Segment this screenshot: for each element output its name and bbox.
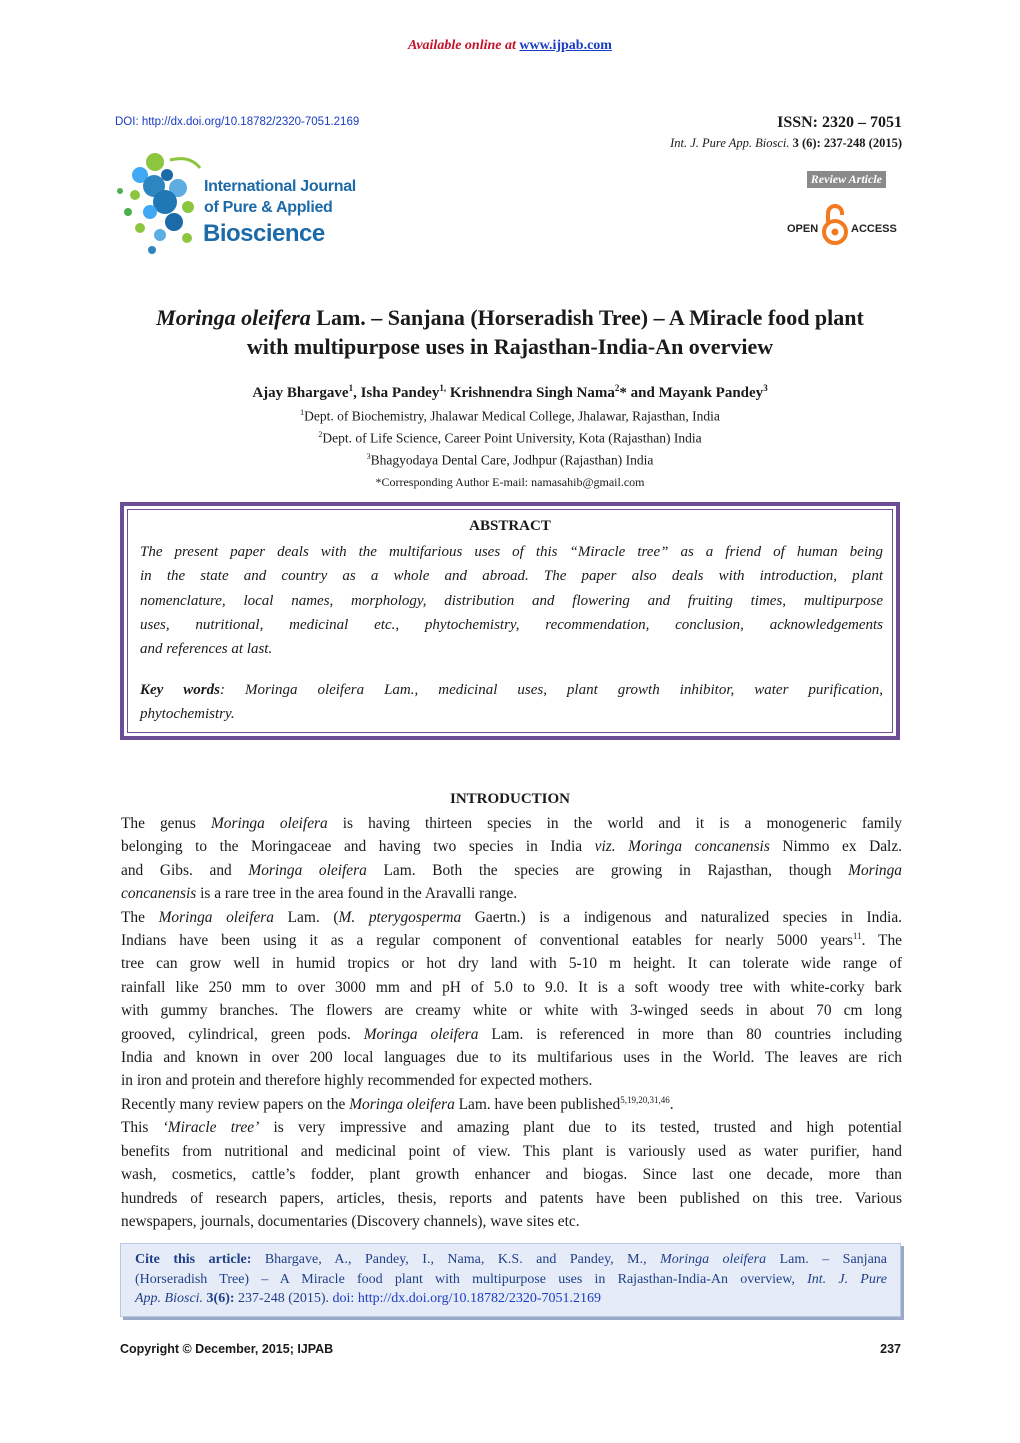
cite-line: App. Biosci. 3(6): 237-248 (2015). doi: http://dx.doi.org/10.18782/2320-7051.2169	[135, 1291, 602, 1306]
intro-line: wash, cosmetics, cattle’s fodder, plant growth enhancer and biogas. Since last one decade, more than	[121, 1166, 902, 1184]
intro-line: Recently many review papers on the Moringa oleifera Lam. have been published$^{5,19,20,31,46}$.	[121, 1094, 674, 1113]
affiliation-text: Bhagyodaya Dental Care, Jodhpur (Rajasthan) India	[370, 452, 654, 468]
keywords-label: Key words	[140, 682, 220, 698]
intro-line: grooved, cylindrical, green pods. Moringa oleifera Lam. is referenced in more than 80 countries including	[121, 1025, 902, 1043]
intro-line: This ‘Miracle tree’ is very impressive and amazing plant due to its tested, trusted and high potential	[121, 1119, 902, 1137]
introduction-body	[121, 812, 902, 1233]
intro-line: India and known in over 200 local languages due to its multifarious uses in the World. The leaves are rich	[121, 1049, 902, 1067]
abstract-line: uses, nutritional, medicinal etc., phytochemistry, recommendation, conclusion, acknowledgements	[140, 616, 883, 633]
journal-volume: 3	[792, 136, 799, 150]
abstract-line: nomenclature, local names, morphology, distribution and flowering and fruiting times, multipurpose	[140, 592, 883, 609]
author-name: Ajay Bhargave	[252, 385, 349, 401]
author-name: Krishnendra Singh Nama	[446, 385, 615, 401]
cite-text	[135, 1250, 887, 1309]
intro-line: rainfall like 250 mm to over 3000 mm and pH of 5.0 to 9.0. It is a soft woody tree with white-corky bark	[121, 978, 902, 996]
logo-text-line1: International Journal	[204, 178, 356, 195]
affiliation-sup: 3	[366, 452, 371, 461]
author-list	[100, 383, 920, 402]
title-line2: with multipurpose uses in Rajasthan-India-An overview	[246, 334, 774, 359]
author-affil-sup: 1,	[439, 383, 447, 393]
intro-line: belonging to the Moringaceae and having two species in India viz. Moringa concanensis Nimmo ex Dalz.	[121, 838, 903, 856]
cite-label: Cite this article:	[135, 1252, 252, 1267]
affiliation	[100, 430, 920, 447]
affiliation-sup: 1	[300, 408, 305, 417]
intro-line: hundreds of research papers, articles, thesis, reports and patents have been published on this tree. Various	[121, 1189, 902, 1207]
article-title	[100, 303, 920, 361]
journal-website-link[interactable]: www.ijpab.com	[519, 38, 612, 53]
keywords-line1: : Moringa oleifera Lam., medicinal uses, plant growth inhibitor, water purification,	[219, 682, 883, 698]
corresponding-author: *Corresponding Author E-mail: namasahib@gmail.com	[375, 475, 645, 489]
abstract-heading: ABSTRACT	[469, 518, 551, 534]
available-online-line	[0, 38, 1020, 54]
affiliation	[100, 452, 920, 469]
intro-line: The genus Moringa oleifera is having thirteen species in the world and it is a monogeneric family	[121, 815, 903, 832]
author-name: * and Mayank Pandey	[619, 385, 764, 401]
issn: ISSN: 2320 – 7051	[777, 114, 902, 131]
cite-line: (Horseradish Tree) – A Miracle food plant with multipurpose uses in Rajasthan-India-An overview, Int. J. Pure	[135, 1271, 887, 1287]
intro-line: in iron and protein and therefore highly recommended for expected mothers.	[121, 1072, 593, 1090]
author-name: , Isha Pandey	[353, 385, 440, 401]
intro-line: with gummy branches. The flowers are creamy white or white with 3-winged seeds in about 70 cm long	[121, 1002, 902, 1020]
doi-prefix: DOI:	[115, 116, 139, 128]
intro-line: concanensis is a rare tree in the area found in the Aravalli range.	[121, 885, 518, 903]
journal-reference	[670, 136, 902, 151]
author-affil-sup: 3	[763, 383, 768, 393]
page-number: 237	[880, 1342, 901, 1356]
author-affil-sup: 1	[348, 383, 354, 393]
logo-text-line2: of Pure & Applied	[204, 199, 333, 216]
abstract-line: in the state and country as a whole and abroad. The paper also deals with introduction, plant	[140, 568, 883, 585]
logo-text-line3: Bioscience	[203, 220, 325, 247]
keywords	[140, 678, 883, 727]
available-prefix: Available online at	[408, 38, 516, 53]
footer-copyright: Copyright © December, 2015; IJPAB	[120, 1342, 334, 1356]
journal-issue: (6): 237-248 (2015)	[802, 136, 902, 150]
cite-doi-link[interactable]: doi: http://dx.doi.org/10.18782/2320-7051.2169	[332, 1291, 602, 1306]
intro-line: newspapers, journals, documentaries (Discovery channels), wave sites etc.	[121, 1212, 580, 1230]
title-line1-rest: Lam. – Sanjana (Horseradish Tree) – A Miracle food plant	[310, 305, 864, 330]
affiliation-text: Dept. of Life Science, Career Point University, Kota (Rajasthan) India	[322, 430, 702, 446]
intro-line: Indians have been using it as a regular component of conventional eatables for nearly 5000 years$^{11}$. The	[121, 930, 902, 950]
introduction-heading: INTRODUCTION	[449, 791, 570, 807]
affiliation-text: Dept. of Biochemistry, Jhalawar Medical College, Jhalawar, Rajasthan, India	[304, 408, 720, 424]
cite-line: Cite this article: Bhargave, A., Pandey, I., Nama, K.S. and Pandey, M., Moringa oleifera Lam. – Sanjana	[135, 1252, 887, 1267]
logo-dots	[117, 153, 200, 254]
abstract-line: and references at last.	[140, 641, 273, 658]
article-type-badge: Review Article	[807, 171, 886, 188]
open-access-left: OPEN	[787, 223, 819, 235]
doi-line	[115, 116, 359, 128]
doi-link[interactable]: http://dx.doi.org/10.18782/2320-7051.2169	[141, 116, 360, 128]
intro-line: tree can grow well in humid tropics or hot dry land with 5-10 m height. It can tolerate wide range of	[121, 955, 902, 973]
abstract-line: The present paper deals with the multifarious uses of this “Miracle tree” as a friend of human being	[140, 544, 883, 560]
author-affil-sup: 2	[614, 383, 620, 393]
affiliation	[100, 408, 920, 425]
keywords-line2: phytochemistry.	[140, 706, 235, 723]
title-species: Moringa oleifera	[156, 305, 311, 330]
abstract-body	[140, 540, 883, 661]
intro-line: benefits from nutritional and medicinal point of view. This plant is variously used as water purifier, hand	[121, 1142, 902, 1160]
intro-line: The Moringa oleifera Lam. (M. pterygosperma Gaertn.) is a indigenous and naturalized species in India.	[121, 908, 903, 926]
open-access-lock-icon	[822, 202, 848, 246]
journal-abbrev: Int. J. Pure App. Biosci.	[670, 136, 790, 150]
intro-line: and Gibs. and Moringa oleifera Lam. Both the species are growing in Rajasthan, though Moringa	[121, 861, 902, 879]
affiliation-sup: 2	[318, 430, 323, 439]
open-access-right: ACCESS	[851, 223, 897, 235]
